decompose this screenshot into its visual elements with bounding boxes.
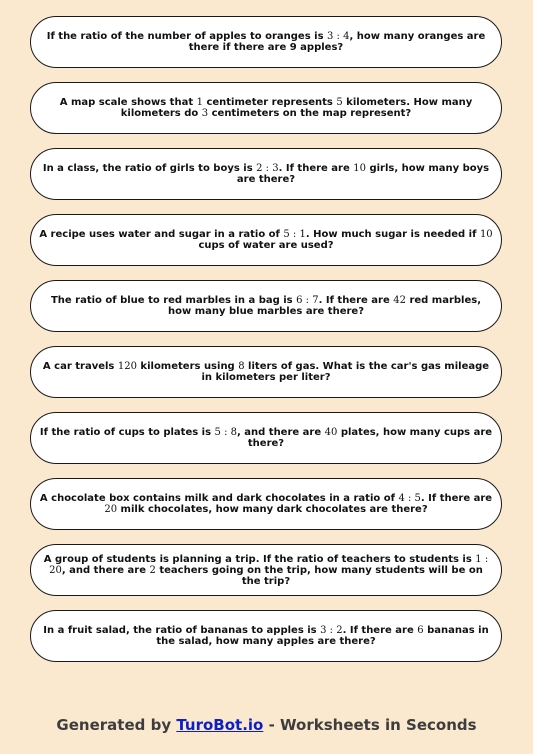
math-expression: 8 xyxy=(238,361,245,372)
question-text-part: A chocolate box contains milk and dark chocolates in a ratio of xyxy=(39,493,399,504)
footer-suffix: - Worksheets in Seconds xyxy=(263,716,477,734)
question-text-part: milk chocolates, how many dark chocolates are there? xyxy=(117,504,428,515)
question-text xyxy=(39,229,493,251)
question-text-part: A group of students is planning a trip. If the ratio of teachers to students is xyxy=(43,553,476,565)
question-card xyxy=(30,346,502,398)
math-expression: 10 xyxy=(353,163,366,174)
question-text-part: , and there are xyxy=(61,564,150,576)
math-expression: 42 xyxy=(393,295,406,306)
question-text-part: A recipe uses water and sugar in a ratio of xyxy=(39,229,284,240)
question-text-part: A map scale shows that xyxy=(59,97,197,108)
math-expression: 1 : 20 xyxy=(49,553,489,576)
question-text xyxy=(39,427,493,449)
question-card xyxy=(30,16,502,68)
question-text-part: cups of water are used? xyxy=(198,240,334,251)
question-text-part: plates, how many cups are there? xyxy=(247,427,493,449)
question-text xyxy=(39,493,493,515)
question-card xyxy=(30,148,502,200)
question-text-part: red marbles, how many blue marbles are there? xyxy=(167,295,482,317)
math-expression: 40 xyxy=(324,427,338,438)
question-text-part: . If there are xyxy=(318,295,394,306)
question-text xyxy=(39,625,493,647)
question-text-part: bananas in the salad, how many apples are there? xyxy=(156,625,489,647)
question-text-part: . If there are xyxy=(278,163,354,174)
question-text-part: girls, how many boys are there? xyxy=(236,163,490,185)
math-expression: 5 : 8 xyxy=(214,427,237,438)
math-expression: 4 : 5 xyxy=(398,493,421,504)
turobot-link[interactable]: TuroBot.io xyxy=(176,716,264,734)
math-expression: 3 : 4 xyxy=(327,31,350,42)
question-text-part: liters of gas. What is the car's gas mileage in kilometers per liter? xyxy=(201,361,490,383)
math-expression: 2 xyxy=(149,564,156,576)
question-text-part: kilometers using xyxy=(136,361,239,372)
question-text-part: kilometers. How many kilometers do xyxy=(120,97,473,119)
question-text xyxy=(39,361,493,383)
footer-prefix: Generated by xyxy=(56,716,177,734)
footer xyxy=(0,716,533,734)
question-text-part: , and there are xyxy=(237,427,325,438)
question-text-part: In a class, the ratio of girls to boys is xyxy=(42,163,257,174)
question-text-part: In a fruit salad, the ratio of bananas to apples is xyxy=(43,625,321,636)
question-text-part: teachers going on the trip, how many students will be on the trip? xyxy=(155,564,483,587)
question-text-part: The ratio of blue to red marbles in a bag is xyxy=(50,295,297,306)
math-expression: 5 : 1 xyxy=(283,229,306,240)
math-expression: 6 xyxy=(417,625,424,636)
question-card xyxy=(30,412,502,464)
question-card xyxy=(30,82,502,134)
math-expression: 6 : 7 xyxy=(296,295,319,306)
question-card xyxy=(30,214,502,266)
question-text-part: , how many oranges are there if there are 9 apples? xyxy=(188,31,486,53)
question-text xyxy=(39,97,493,119)
question-text xyxy=(39,163,493,185)
math-expression: 1 xyxy=(196,97,203,108)
question-text xyxy=(39,554,493,587)
question-card xyxy=(30,610,502,662)
math-expression: 5 xyxy=(336,97,343,108)
math-expression: 120 xyxy=(117,361,137,372)
question-text-part: . How much sugar is needed if xyxy=(305,229,480,240)
question-card xyxy=(30,544,502,596)
math-expression: 2 : 3 xyxy=(256,163,279,174)
question-text-part: centimeters on the map represent? xyxy=(208,108,412,119)
question-text-part: . If there are xyxy=(342,625,418,636)
math-expression: 3 xyxy=(201,108,209,119)
question-card xyxy=(30,280,502,332)
math-expression: 3 : 2 xyxy=(320,625,343,636)
question-text xyxy=(39,31,493,53)
question-text-part: A car travels xyxy=(42,361,118,372)
question-text-part: If the ratio of the number of apples to oranges is xyxy=(46,31,328,42)
question-text xyxy=(39,295,493,317)
question-text-part: . If there are xyxy=(420,493,493,504)
math-expression: 10 xyxy=(479,229,493,240)
math-expression: 20 xyxy=(104,504,118,515)
question-card xyxy=(30,478,502,530)
question-text-part: If the ratio of cups to plates is xyxy=(39,427,215,438)
question-list xyxy=(30,16,502,676)
question-text-part: centimeter represents xyxy=(202,97,337,108)
